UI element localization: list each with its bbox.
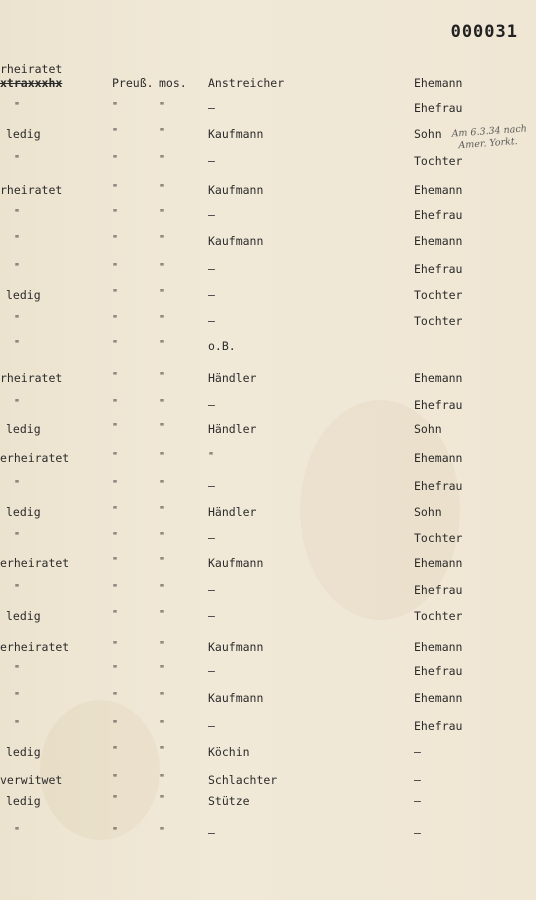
citizenship-cell: " [112, 826, 119, 837]
religion-cell: " [159, 183, 166, 194]
religion-cell: " [159, 719, 166, 730]
table-row [0, 556, 536, 576]
family-role-cell: Tochter [414, 154, 463, 168]
occupation-cell: Anstreicher [208, 76, 285, 90]
religion-cell: " [159, 664, 166, 675]
marital-status-cell: ledig [6, 505, 41, 519]
table-row [0, 531, 536, 551]
table-row [0, 398, 536, 418]
citizenship-cell: " [112, 314, 119, 325]
table-row [0, 288, 536, 308]
occupation-cell: Kaufmann [208, 183, 264, 197]
marital-status-cell: " [14, 208, 21, 219]
family-role-cell: Ehefrau [414, 664, 463, 678]
family-role-cell: Sohn [414, 505, 442, 519]
family-role-cell: – [414, 773, 421, 787]
table-row [0, 208, 536, 228]
religion-cell: " [159, 479, 166, 490]
occupation-cell: – [208, 719, 215, 733]
handwritten-note [451, 123, 528, 152]
marital-status-cell: " [14, 719, 21, 730]
marital-status-cell: " [14, 339, 21, 350]
occupation-cell: Kaufmann [208, 640, 264, 654]
citizenship-cell: Preuß. [112, 76, 154, 90]
marital-status-cell: " [14, 262, 21, 273]
occupation-cell: – [208, 398, 215, 412]
handwritten-note-line: Amer. Yorkt. [458, 136, 519, 152]
table-row [0, 422, 536, 442]
handwritten-note-line: Am 6.3.34 nach [451, 123, 528, 140]
citizenship-cell: " [112, 234, 119, 245]
family-role-cell: Ehemann [414, 640, 463, 654]
citizenship-cell: " [112, 339, 119, 350]
religion-cell: " [159, 262, 166, 273]
table-row [0, 609, 536, 629]
marital-status-cell: " [14, 531, 21, 542]
table-row [0, 640, 536, 660]
marital-status-cell: " [14, 583, 21, 594]
occupation-cell: – [208, 154, 215, 168]
religion-cell: " [159, 398, 166, 409]
occupation-cell: – [208, 314, 215, 328]
religion-cell: " [159, 154, 166, 165]
table-row [0, 451, 536, 471]
family-role-cell: Sohn [414, 127, 442, 141]
family-role-cell: Sohn [414, 422, 442, 436]
religion-cell: " [159, 208, 166, 219]
occupation-cell: – [208, 583, 215, 597]
occupation-cell: " [208, 451, 215, 462]
family-role-cell: Ehefrau [414, 479, 463, 493]
family-role-cell: Ehefrau [414, 583, 463, 597]
religion-cell: " [159, 609, 166, 620]
occupation-cell: – [208, 101, 215, 115]
citizenship-cell: " [112, 208, 119, 219]
religion-cell: " [159, 505, 166, 516]
occupation-cell: Händler [208, 422, 257, 436]
occupation-cell: – [208, 664, 215, 678]
occupation-cell: Kaufmann [208, 556, 264, 570]
marital-status-cell: ledig [6, 609, 41, 623]
occupation-cell: – [208, 208, 215, 222]
citizenship-cell: " [112, 556, 119, 567]
religion-cell: " [159, 371, 166, 382]
header-struck-text: xtraxxxhx [0, 76, 63, 90]
family-role-cell: Tochter [414, 531, 463, 545]
family-role-cell: Ehefrau [414, 208, 463, 222]
marital-status-cell: " [14, 664, 21, 675]
religion-cell: " [159, 101, 166, 112]
occupation-cell: – [208, 288, 215, 302]
family-role-cell: Ehemann [414, 556, 463, 570]
table-row [0, 234, 536, 254]
table-row [0, 719, 536, 739]
marital-status-cell: erheiratet [0, 556, 70, 570]
table-row [0, 745, 536, 765]
table-row [0, 583, 536, 603]
family-role-cell: Ehemann [414, 183, 463, 197]
marital-status-cell: ledig [6, 745, 41, 759]
table-row [0, 154, 536, 174]
occupation-cell: Kaufmann [208, 127, 264, 141]
citizenship-cell: " [112, 451, 119, 462]
marital-status-cell: " [14, 826, 21, 837]
religion-cell: " [159, 640, 166, 651]
citizenship-cell: " [112, 127, 119, 138]
table-row [0, 101, 536, 121]
occupation-cell: o.B. [208, 339, 236, 353]
table-row [0, 794, 536, 814]
religion-cell: " [159, 773, 166, 784]
family-role-cell: Tochter [414, 288, 463, 302]
religion-cell: " [159, 339, 166, 350]
marital-status-cell: rheiratet [0, 371, 63, 385]
table-row [0, 371, 536, 391]
header-status: rheiratet [0, 62, 63, 76]
family-role-cell: Tochter [414, 609, 463, 623]
marital-status-cell: ledig [6, 422, 41, 436]
table-row [0, 262, 536, 282]
marital-status-cell: " [14, 234, 21, 245]
family-role-cell: – [414, 826, 421, 840]
family-role-cell: Ehemann [414, 234, 463, 248]
marital-status-cell: ledig [6, 794, 41, 808]
table-row [0, 826, 536, 846]
occupation-cell: Kaufmann [208, 234, 264, 248]
religion-cell: " [159, 745, 166, 756]
table-row [0, 505, 536, 525]
religion-cell: " [159, 288, 166, 299]
citizenship-cell: " [112, 745, 119, 756]
occupation-cell: Händler [208, 505, 257, 519]
citizenship-cell: " [112, 422, 119, 433]
citizenship-cell: " [112, 479, 119, 490]
family-role-cell: – [414, 794, 421, 808]
citizenship-cell: " [112, 773, 119, 784]
citizenship-cell: " [112, 262, 119, 273]
citizenship-cell: " [112, 398, 119, 409]
marital-status-cell: " [14, 154, 21, 165]
family-role-cell: Tochter [414, 314, 463, 328]
citizenship-cell: " [112, 154, 119, 165]
table-row [0, 664, 536, 684]
table-row [0, 314, 536, 334]
occupation-cell: – [208, 262, 215, 276]
table-row [0, 339, 536, 359]
table-row [0, 76, 536, 96]
marital-status-cell: ledig [6, 127, 41, 141]
occupation-cell: – [208, 826, 215, 840]
religion-cell: mos. [159, 76, 187, 90]
religion-cell: " [159, 127, 166, 138]
religion-cell: " [159, 314, 166, 325]
religion-cell: " [159, 826, 166, 837]
occupation-cell: – [208, 609, 215, 623]
marital-status-cell: " [14, 398, 21, 409]
citizenship-cell: " [112, 719, 119, 730]
marital-status-cell: verwitwet [0, 773, 63, 787]
family-role-cell: Ehemann [414, 451, 463, 465]
citizenship-cell: " [112, 691, 119, 702]
marital-status-cell: " [14, 691, 21, 702]
table-row [0, 183, 536, 203]
citizenship-cell: " [112, 371, 119, 382]
family-role-cell: Ehemann [414, 371, 463, 385]
family-role-cell: – [414, 745, 421, 759]
occupation-cell: Händler [208, 371, 257, 385]
marital-status-cell: rheiratet [0, 183, 63, 197]
occupation-cell: – [208, 531, 215, 545]
citizenship-cell: " [112, 101, 119, 112]
citizenship-cell: " [112, 794, 119, 805]
religion-cell: " [159, 583, 166, 594]
religion-cell: " [159, 422, 166, 433]
occupation-cell: Kaufmann [208, 691, 264, 705]
family-role-cell: Ehefrau [414, 262, 463, 276]
table-row [0, 691, 536, 711]
religion-cell: " [159, 794, 166, 805]
family-role-cell: Ehefrau [414, 101, 463, 115]
citizenship-cell: " [112, 288, 119, 299]
family-role-cell: Ehemann [414, 76, 463, 90]
marital-status-cell: " [14, 314, 21, 325]
citizenship-cell: " [112, 583, 119, 594]
marital-status-cell: erheiratet [0, 640, 70, 654]
occupation-cell: Stütze [208, 794, 250, 808]
citizenship-cell: " [112, 505, 119, 516]
occupation-cell: Köchin [208, 745, 250, 759]
family-role-cell: Ehefrau [414, 398, 463, 412]
religion-cell: " [159, 451, 166, 462]
citizenship-cell: " [112, 531, 119, 542]
religion-cell: " [159, 234, 166, 245]
citizenship-cell: " [112, 664, 119, 675]
citizenship-cell: " [112, 183, 119, 194]
citizenship-cell: " [112, 640, 119, 651]
marital-status-cell: " [14, 101, 21, 112]
citizenship-cell: " [112, 609, 119, 620]
occupation-cell: – [208, 479, 215, 493]
family-role-cell: Ehemann [414, 691, 463, 705]
page-number: 000031 [450, 22, 518, 42]
religion-cell: " [159, 691, 166, 702]
religion-cell: " [159, 556, 166, 567]
occupation-cell: Schlachter [208, 773, 278, 787]
marital-status-cell: ledig [6, 288, 41, 302]
table-row [0, 479, 536, 499]
marital-status-cell: erheiratet [0, 451, 70, 465]
religion-cell: " [159, 531, 166, 542]
family-role-cell: Ehefrau [414, 719, 463, 733]
table-row [0, 773, 536, 793]
marital-status-cell: " [14, 479, 21, 490]
